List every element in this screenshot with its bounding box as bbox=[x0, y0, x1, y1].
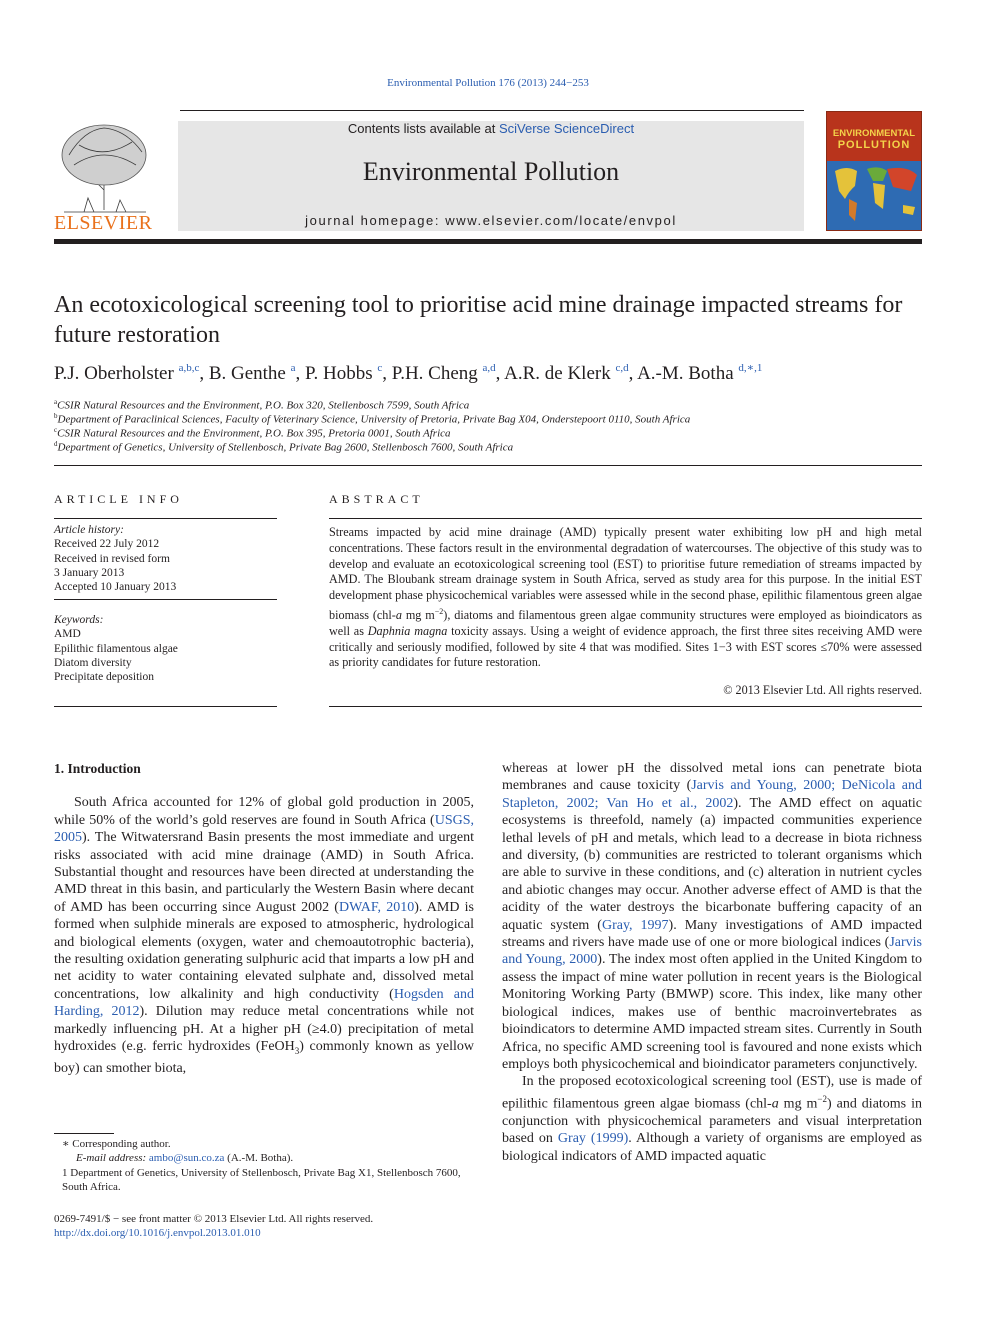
author-affiliation-marker[interactable]: c bbox=[377, 362, 383, 374]
section-title-introduction: 1. Introduction bbox=[54, 761, 141, 776]
author-email-link[interactable]: ambo@sun.co.za bbox=[148, 1152, 225, 1165]
abstract-heading: ABSTRACT bbox=[329, 492, 424, 506]
email-note: E-mail address: ambo@sun.co.za (A.-M. Botha). bbox=[76, 1152, 294, 1165]
history-item: 3 January 2013 bbox=[54, 566, 125, 579]
affiliation-rule bbox=[54, 465, 922, 466]
journal-cover-image[interactable] bbox=[826, 111, 922, 231]
contents-available-line: Contents lists available at SciVerse ScienceDirect bbox=[347, 121, 635, 136]
cover-title-line2: POLLUTION bbox=[837, 139, 911, 151]
journal-title: Environmental Pollution bbox=[362, 157, 620, 186]
author-name[interactable]: P.J. Oberholster bbox=[54, 363, 174, 384]
author-name[interactable]: B. Genthe bbox=[208, 363, 286, 384]
author-name[interactable]: P. Hobbs bbox=[305, 363, 373, 384]
author-affiliation-marker[interactable]: a bbox=[290, 362, 296, 374]
body-column-left bbox=[54, 760, 474, 1078]
affiliation-footnote-1: 1 Department of Genetics, University of Stellenbosch, Private Bag X1, Stellenbosch 7600, South Africa. bbox=[62, 1166, 461, 1194]
author-list: P.J. Oberholster $^{a,b,c}$, B. Genthe $^a$, P. Hobbs $^c$, P.H. Cheng $^{a,d}$, A.R. de Klerk $^{c,d}$, A.-M. Botha $^{d,∗,1}$ bbox=[54, 362, 763, 384]
author-name[interactable]: A.-M. Botha bbox=[637, 363, 734, 384]
keywords bbox=[54, 613, 277, 684]
ref-jarvis-young-denicola-vanho[interactable]: Jarvis and Young, 2000; DeNicola and Stapleton, 2002; Van Ho et al., 2002 bbox=[502, 778, 922, 811]
history-label: Article history: bbox=[54, 524, 124, 536]
author-name[interactable]: A.R. de Klerk bbox=[504, 363, 611, 384]
ref-hogsden-harding-2012[interactable]: Hogsden and Harding, 2012 bbox=[54, 986, 474, 1020]
author-affiliation-marker[interactable]: a,b,c bbox=[178, 362, 200, 374]
doi-link[interactable]: http://dx.doi.org/10.1016/j.envpol.2013.01.010 bbox=[54, 1227, 261, 1240]
affiliation-b: $^b$Department of Paraclinical Sciences, Faculty of Veterinary Science, University of Pretoria, Private Bag X04, Onderstepoort 0110, South Africa bbox=[54, 412, 691, 426]
ref-dwaf-2010[interactable]: DWAF, 2010 bbox=[338, 899, 415, 915]
abstract-copyright: © 2013 Elsevier Ltd. All rights reserved. bbox=[723, 683, 922, 697]
article-history bbox=[54, 523, 277, 594]
ref-usgs-2005[interactable]: USGS, 2005 bbox=[54, 812, 474, 846]
issn-line: 0269-7491/$ − see front matter © 2013 Elsevier Ltd. All rights reserved. bbox=[54, 1213, 374, 1225]
corresponding-author-note: ∗ Corresponding author. bbox=[62, 1138, 171, 1150]
keywords-label: Keywords: bbox=[54, 614, 104, 626]
elsevier-wordmark[interactable]: ELSEVIER bbox=[54, 212, 153, 234]
journal-citation[interactable]: Environmental Pollution 176 (2013) 244−253 bbox=[387, 77, 589, 89]
abstract-rule bbox=[329, 518, 922, 519]
keyword-item: AMD bbox=[54, 628, 81, 641]
header-rule bbox=[180, 110, 804, 111]
info-rule bbox=[54, 599, 277, 600]
info-rule bbox=[54, 706, 277, 707]
header-thick-rule bbox=[54, 239, 922, 244]
ref-jarvis-young-2000[interactable]: Jarvis and Young, 2000 bbox=[502, 935, 922, 968]
intro-paragraph-2: In the proposed ecotoxicological screening tool (EST), use is made of epilithic filamentous green algae biomass (chl-a mg $m^{-2}$) and diatoms in conjunction with physicochemical parameters and visual interpretation based on Gray (1999). Although a variety of organisms are employed as biological indicators of AMD impacted aquatic bbox=[502, 1074, 922, 1164]
article-info-heading: ARTICLE INFO bbox=[54, 492, 183, 506]
ref-gray-1997[interactable]: Gray, 1997 bbox=[601, 917, 669, 933]
article-title: An ecotoxicological screening tool to prioritise acid mine drainage impacted streams for future restoration bbox=[54, 292, 903, 348]
author-affiliation-marker[interactable]: a,d bbox=[482, 362, 496, 374]
cover-world-map bbox=[827, 151, 922, 231]
keyword-item: Precipitate deposition bbox=[54, 671, 154, 684]
info-rule bbox=[54, 518, 277, 519]
affiliation-a: $^a$CSIR Natural Resources and the Environment, P.O. Box 320, Stellenbosch 7599, South Africa bbox=[54, 398, 470, 412]
sciencedirect-link[interactable]: SciVerse ScienceDirect bbox=[498, 121, 635, 136]
abstract-text: Streams impacted by acid mine drainage (AMD) typically present water exhibiting low pH and high metal concentrations. These factors result in the environmental degradation of watercourses. The objective of this study was to develop and evaluate an ecotoxicological screening tool (EST) to prioritise future remediation of streams impacted by AMD. The Bloubank stream drainage system in South Africa, served as study area for this purpose. In the initial EST development phase physicochemical variables were assessed while in the second phase, epilithic filamentous green algae biomass (chl-a mg $m^{-2}$), diatoms and filamentous green algae community structures were employed as bioindicators as well as Daphnia magna toxicity assays. Using a weight of evidence approach, the first three sites receiving AMD were critically and seriously modified, followed by site 4 that was modified. Sites 1−3 with EST scores ≤70% were assessed as priority candidates for future restoration. bbox=[329, 525, 922, 670]
keyword-item: Epilithic filamentous algae bbox=[54, 642, 178, 655]
footnotes bbox=[54, 1137, 474, 1195]
author-affiliation-marker[interactable]: d,∗,1 bbox=[738, 362, 763, 374]
abstract-rule bbox=[329, 706, 922, 707]
intro-paragraph-1: South Africa accounted for 12% of global gold production in 2005, while 50% of the world’s gold reserves are found in South Africa (USGS, 2005). The Witwatersrand Basin presents the most immediate and urgent risks associated with acid mine drainage (AMD) in South Africa. Substantial thought and resources have been directed at understanding the AMD threat in this basin, and particularly the Western Basin where decant of AMD has been occurring since August 2002 (DWAF, 2010). AMD is formed when sulphide minerals are exposed to atmospheric, hydrological and biological elements (oxygen, water and chemoautotrophic bacteria), the resulting oxidation generating sulphuric acid that imparts a low pH and net acidity to water containing elevated sulphate and, dissolved metal concentrations, low alkalinity and high conductivity (Hogsden and Harding, 2012). Dilution may reduce metal concentrations while not markedly influencing pH. At a higher pH (≥4.0) precipitation of metal hydroxides (e.g. ferric hydroxides (FeOH$_3$) commonly known as yellow boy) can smother biota, bbox=[54, 795, 474, 1077]
publication-identifiers bbox=[54, 1212, 554, 1241]
footnote-rule bbox=[54, 1133, 114, 1134]
keyword-item: Diatom diversity bbox=[54, 656, 132, 669]
author-affiliation-marker[interactable]: c,d bbox=[615, 362, 629, 374]
intro-paragraph-1-continued: whereas at lower pH the dissolved metal ions can penetrate biota membranes and cause toxicity (Jarvis and Young, 2000; DeNicola and Stapleton, 2002; Van Ho et al., 2002). The AMD effect on aquatic ecosystems is threefold, namely (a) impacted communities experience lethal levels of pH and metals, which lead to a decrease in biota richness and diversity, (b) communities are restricted to tolerant organisms which are able to survive in these conditions, and (c) alteration in nutrient cycles and abiotic changes may occur. Another adverse effect of AMD is that the acidity of the water destroys the bicarbonate buffering capacity of an aquatic system (Gray, 1997). Many investigations of AMD impacted streams and rivers have made use of one or more biological indices (Jarvis and Young, 2000). The index most often applied in the United Kingdom to assess the impact of mine water pollution in recent years is the Biological Monitoring Working Party (BMWP) score. This index, like many other biological indices, makes use of benthic macroinvertebrates as bioindicators to determine AMD impacted stream sites. Currently in South Africa, no specific AMD screening tool is favoured and none exists which employs both physicochemical and bioindicator parameters conjunctively. bbox=[502, 761, 922, 1072]
author-name[interactable]: P.H. Cheng bbox=[391, 363, 478, 384]
affiliation-c: $^c$CSIR Natural Resources and the Environment, P.O. Box 395, Pretoria 0001, South Africa bbox=[54, 426, 451, 440]
history-item: Accepted 10 January 2013 bbox=[54, 581, 177, 594]
history-item: Received 22 July 2012 bbox=[54, 538, 160, 551]
history-item: Received in revised form bbox=[54, 552, 170, 565]
affiliation-d: $^d$Department of Genetics, University of Stellenbosch, Private Bag 2600, Stellenbosch 7600, South Africa bbox=[54, 440, 514, 454]
body-column-right bbox=[502, 760, 922, 1165]
cover-title-line1: ENVIRONMENTAL bbox=[832, 128, 916, 139]
ref-gray-1999[interactable]: Gray (1999) bbox=[557, 1131, 629, 1147]
journal-homepage-link[interactable]: journal homepage: www.elsevier.com/locate/envpol bbox=[305, 213, 677, 228]
